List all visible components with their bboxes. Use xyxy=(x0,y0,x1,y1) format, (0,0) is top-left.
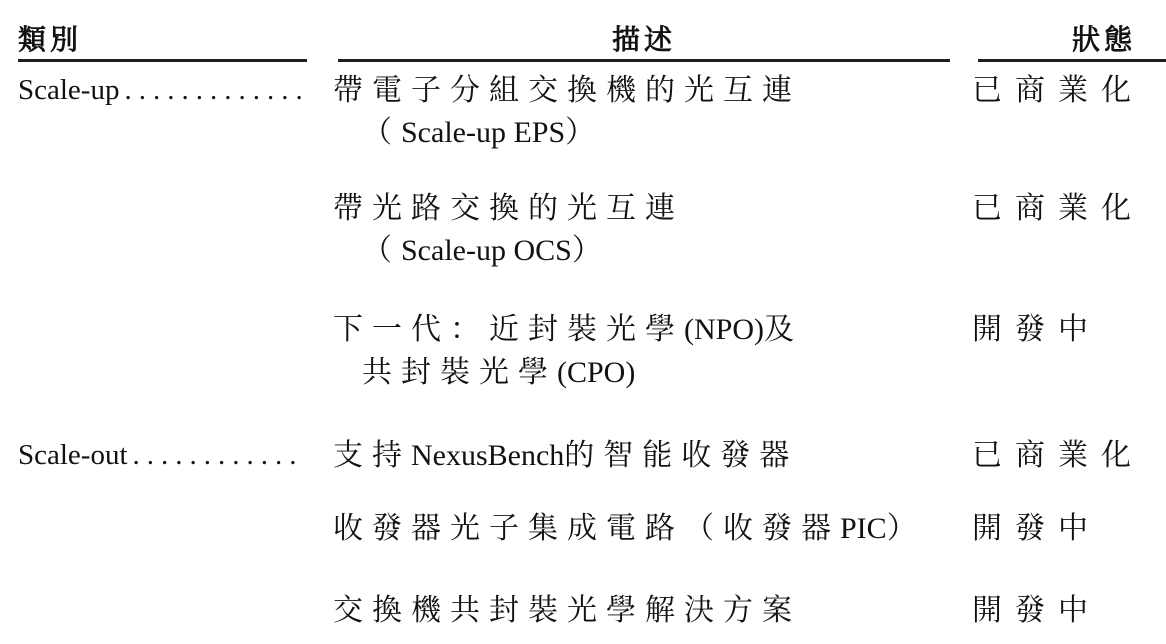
status-value: 開發中 xyxy=(972,313,1101,346)
description-header-rule xyxy=(338,59,950,62)
description-line: 共封裝光學(CPO) xyxy=(362,356,636,389)
category-dot-leader: ............ xyxy=(132,439,304,471)
status-value: 已商業化 xyxy=(972,74,1144,107)
status-value: 已商業化 xyxy=(972,439,1144,472)
status-header-rule xyxy=(978,59,1166,62)
description-line: 收發器光子集成電路（收發器PIC） xyxy=(333,512,926,545)
status-column-header: 狀態 xyxy=(1072,25,1137,56)
status-value: 開發中 xyxy=(972,594,1101,627)
description-line: （Scale-up OCS） xyxy=(362,234,611,267)
category-label: Scale-up xyxy=(18,74,120,106)
description-column-header: 描述 xyxy=(611,25,676,56)
row-category xyxy=(18,74,310,106)
category-column-header: 類別 xyxy=(18,25,83,56)
description-line: 帶電子分組交換機的光互連 xyxy=(333,74,801,107)
category-label: Scale-out xyxy=(18,439,128,471)
description-line: 下一代：近封裝光學(NPO)及 xyxy=(333,313,803,346)
description-line: 交換機共封裝光學解決方案 xyxy=(333,594,801,627)
category-dot-leader: ............. xyxy=(124,74,310,106)
row-category xyxy=(18,439,304,471)
description-line: 帶光路交換的光互連 xyxy=(333,192,684,225)
description-line: （Scale-up EPS） xyxy=(362,116,605,149)
description-line: 支持NexusBench的智能收發器 xyxy=(333,439,799,472)
status-value: 開發中 xyxy=(972,512,1101,545)
category-header-rule xyxy=(18,59,307,62)
status-value: 已商業化 xyxy=(972,192,1144,225)
